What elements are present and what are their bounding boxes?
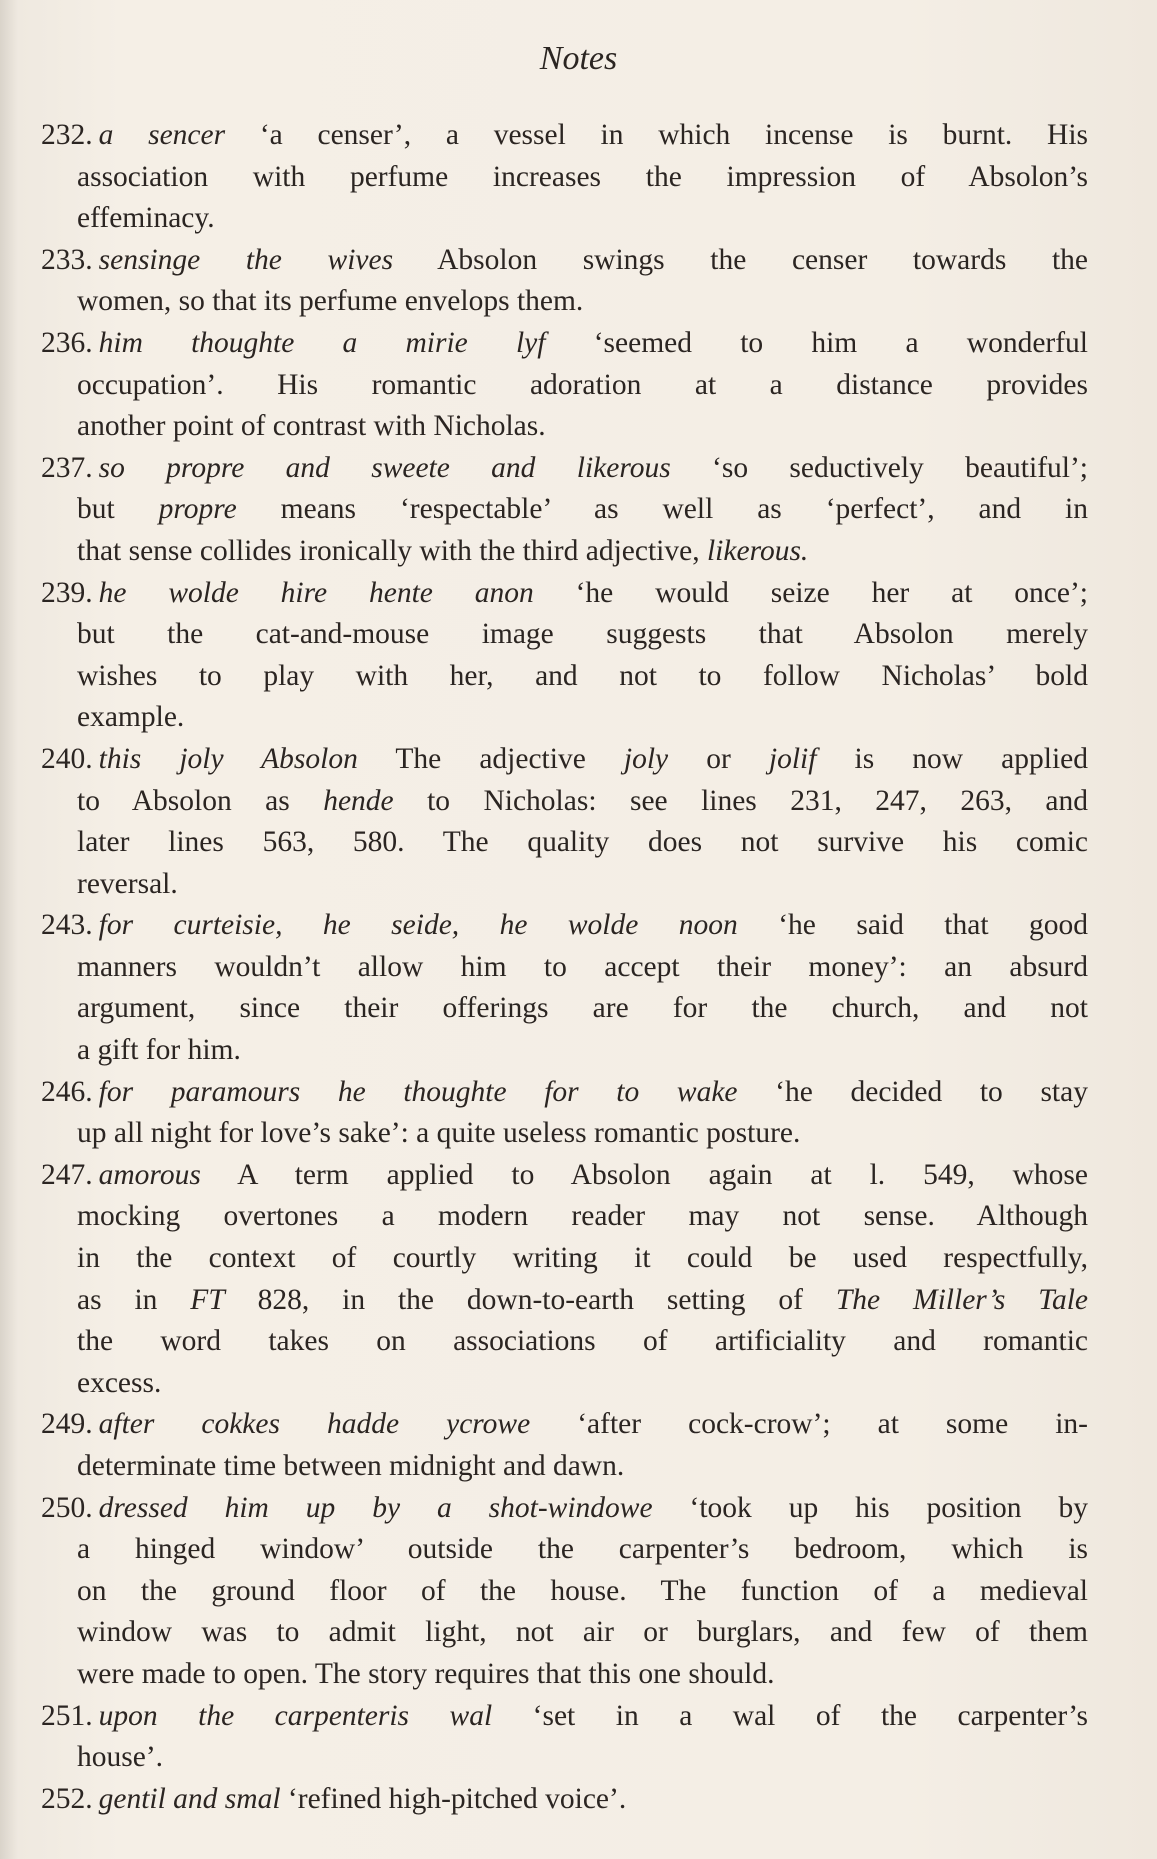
note-line [41,1072,1088,1114]
note-line [41,240,1088,282]
note-entry [41,1072,1088,1155]
note-line [41,1404,1088,1446]
note-entry [41,1404,1088,1487]
note-line [41,1446,1088,1488]
quoted-text: dressed him up by a shot-windowe [98,1491,653,1524]
note-text: ‘took up his position by [652,1491,1088,1524]
quoted-text: this joly Absolon [98,742,358,775]
note-text: were made to open. The story requires that this one should. [77,1657,775,1690]
note-text: determinate time between midnight and dawn. [77,1450,625,1482]
note-line [41,614,1088,656]
note-line [41,157,1088,199]
note-text: to Nicholas: see lines 231, 247, 263, and [393,784,1088,817]
note-line [41,697,1088,739]
note-line [41,531,1088,573]
note-line [41,1654,1088,1696]
note-entry [41,323,1088,448]
note-text: ‘he decided to stay [737,1075,1088,1108]
note-line [41,864,1088,906]
note-entry [41,1779,1088,1821]
note-text: manners wouldn’t allow him to accept their money’: an absurd [77,950,1088,983]
note-line [41,1488,1088,1530]
note-text: but the cat-and-mouse image suggests that Absolon merely [77,618,1088,651]
line-number: 249. [41,1408,93,1441]
notes-list [41,115,1088,1820]
line-number: 246. [41,1075,93,1108]
note-text: ‘a censer’, a vessel in which incense is burnt. His [225,119,1088,151]
note-line [41,573,1088,615]
line-number: 243. [41,909,93,942]
note-entry [41,573,1088,739]
note-line [41,1155,1088,1197]
quoted-text: joly [623,742,669,775]
note-line [41,1321,1088,1363]
note-text: that sense collides ironically with the third adjective, [77,534,707,567]
note-text: example. [77,701,185,734]
note-line [41,1779,1088,1821]
note-entry [41,240,1088,323]
line-number: 237. [41,451,93,484]
line-number: 250. [41,1491,93,1524]
quoted-text: him thoughte a mirie lyf [98,326,546,359]
note-line [41,489,1088,531]
quoted-text: for curteisie, he seide, he wolde noon [98,909,738,942]
note-line [41,365,1088,407]
line-number: 251. [41,1699,93,1732]
note-text: house’. [77,1741,164,1774]
note-line [41,1529,1088,1571]
note-line [41,1113,1088,1155]
note-text: excess. [77,1366,162,1399]
note-line [41,115,1088,157]
note-text: wishes to play with her, and not to follow Nicholas’ bold [77,659,1088,692]
quoted-text: a sencer [98,119,226,151]
quoted-text: upon the carpenteris wal [98,1699,493,1732]
note-line [41,448,1088,490]
note-entry [41,448,1088,573]
note-text: another point of contrast with Nicholas. [77,410,546,443]
note-text: is now applied [816,742,1088,775]
line-number: 247. [41,1158,93,1191]
line-number: 232. [41,119,93,151]
note-text: mocking overtones a modern reader may not sense. Although [77,1200,1088,1233]
note-text: Absolon swings the censer towards the [393,243,1088,276]
note-line [41,323,1088,365]
quoted-text: propre [158,493,237,526]
note-text: ‘set in a wal of the carpenter’s [492,1699,1088,1732]
quoted-text: likerous. [706,534,809,567]
note-entry [41,1696,1088,1779]
note-text: association with perfume increases the impression of Absolon’s [77,160,1088,193]
quoted-text: hende [323,784,394,817]
note-line [41,1571,1088,1613]
note-line [41,905,1088,947]
line-number: 239. [41,576,93,609]
quoted-text: sensinge the wives [98,243,394,276]
page-title: Notes [539,40,618,77]
quoted-text: gentil and smal [98,1782,281,1815]
quoted-text: jolif [768,742,817,775]
note-line [41,1196,1088,1238]
quoted-text: he wolde hire hente anon [98,576,534,609]
quoted-text: after cokkes hadde ycrowe [98,1408,531,1441]
note-text: the word takes on associations of artificiality and romantic [77,1325,1088,1358]
note-entry [41,115,1088,240]
note-entry [41,905,1088,1071]
note-entry [41,1155,1088,1405]
note-line [41,1280,1088,1322]
note-text: ‘seemed to him a wonderful [545,326,1088,359]
note-line [41,988,1088,1030]
note-text: 828, in the down-to-earth setting of [224,1283,836,1316]
note-line [41,1737,1088,1779]
note-line [41,822,1088,864]
line-number: 252. [41,1782,93,1815]
note-text: or [668,742,769,775]
quoted-text: The Miller’s Tale [835,1283,1088,1316]
note-text: argument, since their offerings are for the church, and not [77,992,1088,1025]
line-number: 236. [41,326,93,359]
note-entry [41,1488,1088,1696]
note-line [41,656,1088,698]
line-number: 240. [41,742,93,775]
note-text: on the ground floor of the house. The function of a medieval [77,1574,1088,1607]
note-text: up all night for love’s sake’: a quite useless romantic posture. [77,1117,801,1150]
note-line [41,1612,1088,1654]
note-text: ‘he said that good [737,909,1088,942]
note-entry [41,739,1088,905]
note-text: women, so that its perfume envelops them. [77,285,584,318]
note-text: in the context of courtly writing it could be used respectfully, [77,1242,1088,1275]
note-line [41,1238,1088,1280]
note-text: ‘so seductively beautiful’; [670,451,1088,484]
note-text: a hinged window’ outside the carpenter’s bedroom, which is [77,1533,1088,1566]
line-number: 233. [41,243,93,276]
note-line [41,1696,1088,1738]
note-line [41,1363,1088,1405]
note-text: to Absolon as [77,784,324,817]
note-text: ‘refined high-pitched voice’. [280,1782,627,1815]
note-line [41,947,1088,989]
note-line [41,281,1088,323]
note-text: occupation’. His romantic adoration at a distance provides [77,368,1088,401]
quoted-text: for paramours he thoughte for to wake [98,1075,738,1108]
note-text: A term applied to Absolon again at l. 549, whose [200,1158,1088,1191]
note-text: later lines 563, 580. The quality does not survive his comic [77,826,1088,859]
note-text: effeminacy. [77,202,215,235]
note-text: reversal. [77,867,178,900]
note-line [41,406,1088,448]
note-line [41,739,1088,781]
note-text: ‘after cock-crow’; at some in- [530,1408,1088,1441]
quoted-text: amorous [98,1158,201,1191]
note-text: means ‘respectable’ as well as ‘perfect’, and in [236,493,1088,526]
quoted-text: FT [190,1283,225,1316]
note-text: a gift for him. [77,1034,241,1067]
note-text: The adjective [357,742,624,775]
note-text: but [77,493,159,526]
note-line [41,198,1088,240]
note-text: window was to admit light, not air or burglars, and few of them [77,1616,1088,1649]
note-line [41,1030,1088,1072]
note-line [41,781,1088,823]
note-text: as in [77,1283,191,1316]
note-text: ‘he would seize her at once’; [533,576,1088,609]
quoted-text: so propre and sweete and likerous [98,451,671,484]
